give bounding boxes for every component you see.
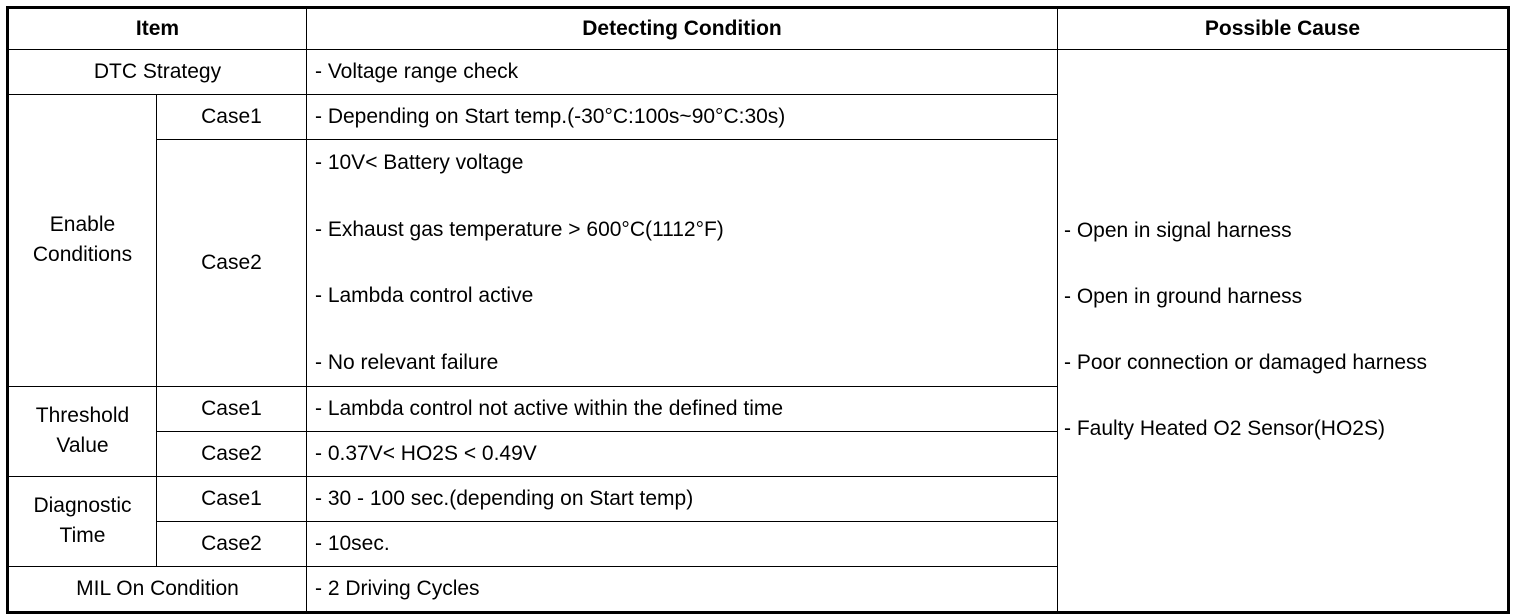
enable-case2-condition-item: - 10V< Battery voltage	[315, 151, 524, 174]
dtc-strategy-condition: - Voltage range check	[307, 50, 1058, 95]
mil-on-condition-value: - 2 Driving Cycles	[307, 566, 1058, 612]
possible-cause-item: - Faulty Heated O2 Sensor(HO2S)	[1064, 417, 1385, 441]
possible-cause-list	[1064, 208, 1507, 452]
diagnostic-case1-condition: - 30 - 100 sec.(depending on Start temp)	[307, 476, 1058, 521]
enable-case2-condition-item: - Exhaust gas temperature > 600°C(1112°F)	[315, 217, 724, 241]
threshold-value-label	[8, 386, 157, 476]
diagnostic-case1-label: Case1	[157, 476, 307, 521]
enable-case2-condition-item: - Lambda control active	[315, 284, 534, 307]
threshold-case1-label: Case1	[157, 386, 307, 431]
header-possible-cause: Possible Cause	[1058, 8, 1509, 50]
threshold-value-label-line1: Threshold	[35, 404, 130, 427]
possible-cause-item: - Poor connection or damaged harness	[1064, 351, 1428, 375]
diagnostic-time-label	[8, 476, 157, 566]
enable-case1-condition: - Depending on Start temp.(-30°C:100s~90°C:30s)	[307, 95, 1058, 140]
possible-cause-cell	[1058, 50, 1509, 613]
dtc-table	[6, 6, 1510, 614]
enable-case2-condition-item: - No relevant failure	[315, 350, 499, 374]
diagnostic-case2-label: Case2	[157, 521, 307, 566]
enable-conditions-label-line1: Enable	[49, 213, 116, 237]
header-row	[8, 8, 1509, 50]
possible-cause-item: - Open in signal harness	[1064, 219, 1292, 243]
enable-case1-label: Case1	[157, 95, 307, 140]
threshold-case1-condition: - Lambda control not active within the defined time	[307, 386, 1058, 431]
diagnostic-time-label-line2: Time	[59, 524, 106, 547]
diagnostic-time-label-line1: Diagnostic	[33, 494, 132, 517]
dtc-strategy-label: DTC Strategy	[8, 50, 307, 95]
row-dtc-strategy	[8, 50, 1509, 95]
enable-case2-conditions	[307, 140, 1058, 387]
enable-conditions-label	[8, 95, 157, 387]
header-detecting-condition: Detecting Condition	[307, 8, 1058, 50]
possible-cause-item: - Open in ground harness	[1064, 285, 1303, 309]
enable-conditions-label-line2: Conditions	[32, 243, 133, 267]
mil-on-condition-label: MIL On Condition	[8, 566, 307, 612]
diagnostic-case2-condition: - 10sec.	[307, 521, 1058, 566]
enable-case2-label: Case2	[157, 140, 307, 387]
header-item: Item	[8, 8, 307, 50]
threshold-value-label-line2: Value	[56, 434, 109, 457]
threshold-case2-label: Case2	[157, 431, 307, 476]
threshold-case2-condition: - 0.37V< HO2S < 0.49V	[307, 431, 1058, 476]
